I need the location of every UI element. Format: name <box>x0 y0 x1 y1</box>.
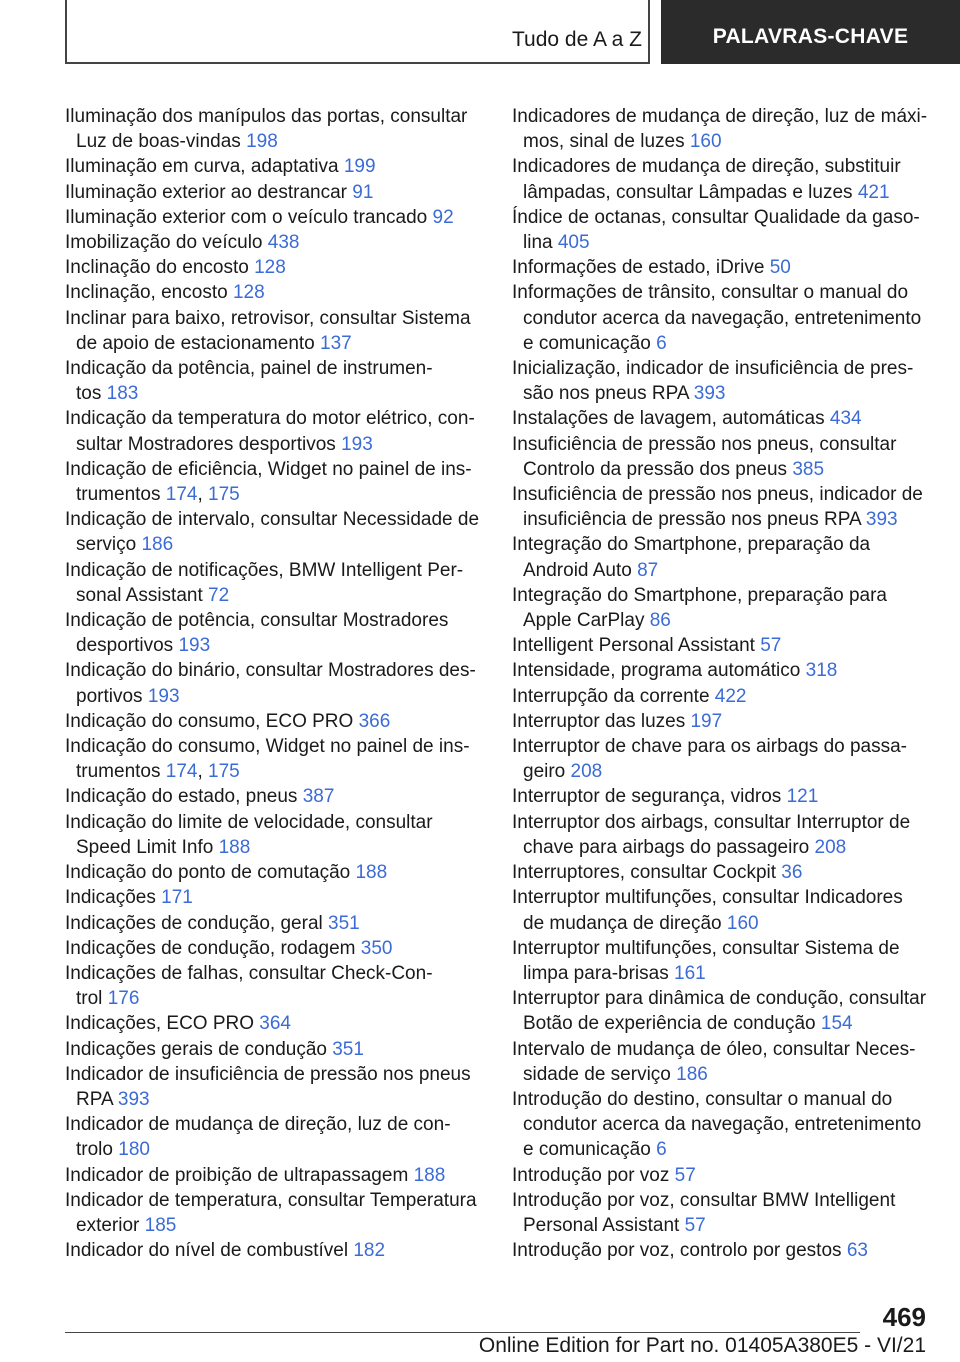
page-reference-link[interactable]: 87 <box>637 559 659 581</box>
page-reference-link[interactable]: 366 <box>358 710 391 732</box>
index-entry-text: Indicação do consumo, ECO PRO <box>65 710 359 732</box>
page-reference-link[interactable]: 36 <box>781 862 803 884</box>
index-entry-text: Indicações, ECO PRO <box>65 1013 260 1035</box>
index-entry-text: Indicação de intervalo, consultar Necessidade de serviço <box>65 509 480 556</box>
index-entry-text: Interruptores, consultar Cockpit <box>512 862 782 884</box>
page-reference-link[interactable]: 434 <box>829 408 862 430</box>
index-entry <box>512 784 942 809</box>
index-entry <box>65 255 495 280</box>
index-entry <box>512 154 942 204</box>
page-reference-link[interactable]: 72 <box>208 584 230 606</box>
index-entry-text: Indicação de notificações, BMW Intelligent Per- sonal Assistant <box>65 559 464 606</box>
index-entry-text: Iluminação exterior com o veículo trancado <box>65 206 433 228</box>
page-reference-link[interactable]: 199 <box>343 156 376 178</box>
page-reference-link[interactable]: 92 <box>432 206 454 228</box>
index-entry: Indicação de eficiência, Widget no painel de ins- trumentos 174, 175 <box>65 458 472 506</box>
page-reference-link[interactable]: 422 <box>714 685 747 707</box>
index-entry-text: Indicações gerais de condução <box>65 1038 333 1060</box>
index-entry <box>65 507 495 557</box>
index-entry-text: Introdução por voz, consultar BMW Intelligent Personal Assistant <box>512 1189 896 1236</box>
page-reference-link[interactable]: 393 <box>693 383 726 405</box>
index-entry <box>512 684 942 709</box>
page-reference-link[interactable]: 128 <box>254 257 286 279</box>
page-reference-link[interactable]: 197 <box>690 710 723 732</box>
index-entry <box>65 205 495 230</box>
page-reference-link[interactable]: 160 <box>726 912 759 934</box>
index-entry <box>65 885 495 910</box>
index-entry <box>512 280 942 356</box>
section-tab: PALAVRAS-CHAVE <box>661 0 960 64</box>
index-entry <box>65 230 495 255</box>
page-reference-link[interactable]: 351 <box>328 912 360 934</box>
index-entry-text: Indicação do ponto de comutação <box>65 862 356 884</box>
index-entry-text: Interruptor dos airbags, consultar Interruptor de chave para airbags do passageiro <box>512 811 911 858</box>
index-entry <box>512 482 942 532</box>
index-entry-text: Iluminação em curva, adaptativa <box>65 156 344 178</box>
index-entry-text: Interruptor para dinâmica de condução, consultar Botão de experiência de condução <box>512 988 927 1035</box>
page-reference-link[interactable]: 6 <box>656 1139 667 1161</box>
index-entry <box>512 532 942 582</box>
index-entry <box>65 784 495 809</box>
index-entry-text: Indicações de condução, rodagem <box>65 937 361 959</box>
page-reference-link[interactable]: 128 <box>232 282 265 304</box>
index-entry <box>512 406 942 431</box>
page-reference-link[interactable]: 193 <box>147 685 180 707</box>
index-entry-text: Iluminação dos manípulos das portas, consultar Luz de boas-vindas <box>65 106 468 153</box>
page-reference-link[interactable]: 393 <box>865 509 898 531</box>
index-entry <box>512 709 942 734</box>
index-entry <box>65 608 495 658</box>
page-reference-link[interactable]: 318 <box>805 660 838 682</box>
index-entry <box>65 709 495 734</box>
index-entry-text: Insuficiência de pressão nos pneus, consultar Controlo da pressão dos pneus <box>512 433 897 480</box>
page-reference-link[interactable]: 183 <box>106 383 139 405</box>
page-reference-link[interactable]: 182 <box>353 1240 386 1262</box>
page-reference-link[interactable]: 174 <box>165 761 198 783</box>
page-reference-link[interactable]: 57 <box>684 1214 706 1236</box>
page-reference-link[interactable]: 186 <box>676 1063 708 1085</box>
page-reference-link[interactable]: 393 <box>117 1088 150 1110</box>
index-entry <box>512 583 942 633</box>
index-entry-text: Interruptor de segurança, vidros <box>512 786 787 808</box>
page-reference-link[interactable]: 405 <box>557 232 590 254</box>
index-entry-text: Inicialização, indicador de insuficiência de pres- são nos pneus RPA <box>512 358 914 405</box>
footer-divider <box>65 1332 860 1333</box>
index-entry: Indicação do consumo, Widget no painel de ins- trumentos 174, 175 <box>65 736 470 783</box>
page-number: 469 <box>882 1302 926 1332</box>
page-reference-link[interactable]: 174 <box>165 484 198 506</box>
page-reference-link[interactable]: 86 <box>649 610 671 632</box>
index-entry <box>65 1062 495 1112</box>
index-entry-text: Integração do Smartphone, preparação da Android Auto <box>512 534 871 581</box>
index-entry-text: Indicador de mudança de direção, luz de con- trolo <box>65 1114 451 1161</box>
page-reference-link[interactable]: 186 <box>141 534 174 556</box>
index-entry-text: Insuficiência de pressão nos pneus, indicador de insuficiência de pressão nos pneus RPA <box>512 484 923 531</box>
index-entry-text: Indicador do nível de combustível <box>65 1240 354 1262</box>
index-entry <box>512 104 942 154</box>
index-entry <box>512 356 942 406</box>
index-entry <box>65 1238 495 1263</box>
index-entry <box>512 1188 942 1238</box>
index-entry <box>65 1188 495 1238</box>
index-entry-text: Indicação da potência, painel de instrumen- tos <box>65 358 433 405</box>
page-reference-link[interactable]: 198 <box>246 131 278 153</box>
index-entry <box>65 860 495 885</box>
index-entry <box>512 1163 942 1188</box>
page-reference-link[interactable]: 50 <box>769 257 791 279</box>
index-entry <box>65 1011 495 1036</box>
index-entry-text: Inclinação do encosto <box>65 257 255 279</box>
page-reference-link[interactable]: 175 <box>208 484 240 506</box>
index-entry <box>512 1037 942 1087</box>
index-entry-text: Interruptor de chave para os airbags do passa- geiro <box>512 736 908 783</box>
page-reference-link[interactable]: 180 <box>118 1139 150 1161</box>
index-entry-text: Introdução por voz <box>512 1164 675 1186</box>
index-entry <box>512 810 942 860</box>
index-entry-text: Interruptor das luzes <box>512 710 691 732</box>
index-entry-text: Indicação de eficiência, Widget no painel de ins- trumentos <box>65 458 472 506</box>
index-entry <box>65 1037 495 1062</box>
page-reference-link[interactable]: 193 <box>341 433 373 455</box>
page-reference-link[interactable]: 185 <box>144 1214 177 1236</box>
index-entry-text: Indicação do estado, pneus <box>65 786 303 808</box>
index-entry-text: Inclinar para baixo, retrovisor, consultar Sistema de apoio de estacionamento <box>65 307 471 354</box>
index-entry-text: Interruptor multifunções, consultar Sistema de limpa para-brisas <box>512 937 900 984</box>
page-reference-link[interactable]: 137 <box>320 332 352 354</box>
index-entry <box>65 961 495 1011</box>
index-entry-text: Instalações de lavagem, automáticas <box>512 408 830 430</box>
page-reference-link[interactable]: 6 <box>656 332 667 354</box>
index-entry <box>65 306 495 356</box>
index-entry-text: Inclinação, encosto <box>65 282 233 304</box>
page-reference-link[interactable]: 188 <box>413 1164 446 1186</box>
page-reference-link[interactable]: 160 <box>689 131 722 153</box>
page-reference-link[interactable]: 161 <box>674 962 706 984</box>
index-entry-text: Indicação do consumo, Widget no painel de ins- trumentos <box>65 736 470 783</box>
index-entry <box>65 406 495 456</box>
page-reference-link[interactable]: 63 <box>846 1240 868 1262</box>
index-entry-text: Introdução por voz, controlo por gestos <box>512 1240 847 1262</box>
page-reference-link[interactable]: 57 <box>674 1164 696 1186</box>
index-entry-text: Indicação de potência, consultar Mostradores desportivos <box>65 610 449 657</box>
index-entry <box>512 255 942 280</box>
page-reference-link[interactable]: 188 <box>355 862 388 884</box>
index-entry <box>512 1238 942 1263</box>
index-entry <box>512 633 942 658</box>
page-reference-link[interactable]: 208 <box>814 836 847 858</box>
index-entry-text: Informações de trânsito, consultar o manual do condutor acerca da navegação, entretenimento e comunicação <box>512 282 922 354</box>
page-reference-link[interactable]: 351 <box>332 1038 364 1060</box>
page-reference-link[interactable]: 91 <box>352 181 374 203</box>
page-reference-link[interactable]: 176 <box>107 988 140 1010</box>
index-entry <box>512 936 942 986</box>
index-entry <box>65 356 495 406</box>
page-reference-link[interactable]: 364 <box>259 1013 291 1035</box>
index-column-left <box>65 104 495 1263</box>
index-entry-text: Iluminação exterior ao destrancar <box>65 181 353 203</box>
page-reference-link[interactable]: 188 <box>218 836 251 858</box>
index-entry <box>65 558 495 608</box>
index-entry-text: Intervalo de mudança de óleo, consultar Neces- sidade de serviço <box>512 1038 916 1085</box>
index-entry-text: Indicadores de mudança de direção, luz de máxi- mos, sinal de luzes <box>512 106 928 153</box>
index-entry <box>512 860 942 885</box>
page-reference-link[interactable]: 385 <box>792 458 825 480</box>
index-entry <box>512 1087 942 1163</box>
index-entry <box>65 104 495 154</box>
index-entry-text: Integração do Smartphone, preparação para Apple CarPlay <box>512 584 887 632</box>
index-entry <box>65 658 495 708</box>
index-entry <box>512 734 942 784</box>
index-entry-text: Indicações de falhas, consultar Check-Con- trol <box>65 962 433 1010</box>
index-entry-text: Indicador de proibição de ultrapassagem <box>65 1164 414 1186</box>
footer-edition: Online Edition for Part no. 01405A380E5 - VI/21 <box>478 1334 926 1357</box>
index-entry <box>65 280 495 305</box>
index-entry-text: Indicação da temperatura do motor elétrico, con- sultar Mostradores desportivos <box>65 408 475 455</box>
page-reference-link[interactable]: 171 <box>161 887 193 909</box>
index-entry <box>65 154 495 179</box>
index-entry-text: Intensidade, programa automático <box>512 660 806 682</box>
page-reference-link[interactable]: 57 <box>760 635 782 657</box>
page-reference-link[interactable]: 438 <box>267 232 300 254</box>
index-entry <box>512 205 942 255</box>
index-entry-text: Índice de octanas, consultar Qualidade da gaso- lina <box>512 206 920 254</box>
section-title: Tudo de A a Z <box>512 28 642 51</box>
page-reference-link[interactable]: 121 <box>786 786 819 808</box>
index-entry <box>65 936 495 961</box>
index-entry-text: Introdução do destino, consultar o manual do condutor acerca da navegação, entretenimento e comunicação <box>512 1088 922 1161</box>
page-reference-link[interactable]: 208 <box>570 761 603 783</box>
index-entry <box>512 986 942 1036</box>
index-column-right <box>512 104 942 1263</box>
index-entry-text: Indicações <box>65 887 162 909</box>
index-entry-text: Imobilização do veículo <box>65 232 268 254</box>
index-entry-text: Interrupção da corrente <box>512 685 715 707</box>
index-entry <box>512 658 942 683</box>
index-entry-text: Indicações de condução, geral <box>65 912 329 934</box>
index-entry-text: Indicador de temperatura, consultar Temperatura exterior <box>65 1189 477 1236</box>
index-entry <box>512 885 942 935</box>
index-entry <box>65 1112 495 1162</box>
index-entry-text: Interruptor multifunções, consultar Indicadores de mudança de direção <box>512 887 903 934</box>
index-entry-text: Informações de estado, iDrive <box>512 257 770 279</box>
index-entry-text: Indicadores de mudança de direção, substituir lâmpadas, consultar Lâmpadas e luzes <box>512 156 901 203</box>
index-entry <box>512 432 942 482</box>
page-reference-link[interactable]: 175 <box>208 761 240 783</box>
index-entry <box>65 1163 495 1188</box>
index-entry-text: Indicador de insuficiência de pressão nos pneus RPA <box>65 1063 471 1110</box>
index-entry <box>65 810 495 860</box>
page-reference-link[interactable]: 421 <box>857 181 890 203</box>
page-reference-link[interactable]: 154 <box>820 1013 853 1035</box>
page-reference-link[interactable]: 193 <box>178 635 211 657</box>
index-entry-text: Intelligent Personal Assistant <box>512 635 761 657</box>
page-reference-link[interactable]: 387 <box>302 786 335 808</box>
index-entry <box>65 911 495 936</box>
page-reference-link[interactable]: 350 <box>360 937 393 959</box>
index-entry <box>65 180 495 205</box>
index-entry-text: Indicação do binário, consultar Mostradores des- portivos <box>65 660 476 707</box>
index-entry-text: Indicação do limite de velocidade, consultar Speed Limit Info <box>65 811 433 858</box>
